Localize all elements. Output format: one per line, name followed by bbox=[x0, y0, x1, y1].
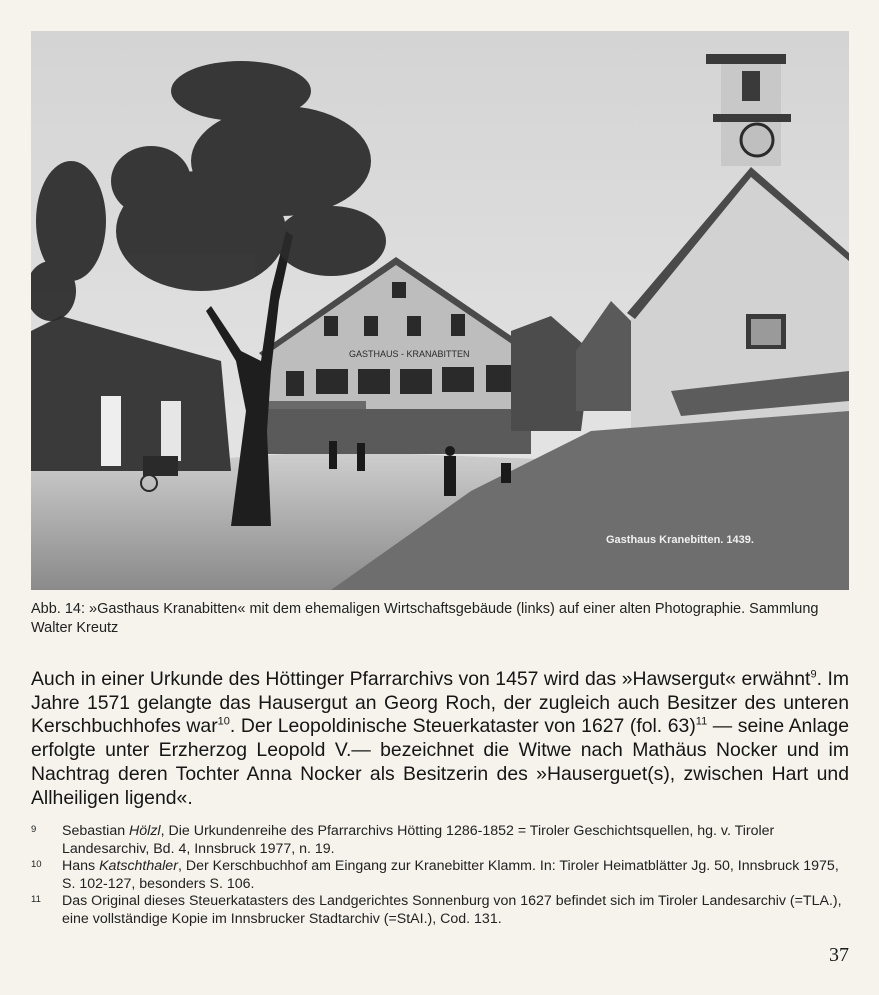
footnote-number: 10 bbox=[31, 859, 42, 871]
body-text-part: — seine Anlage erfolgte unter Erzherzog Leopold V.— bezeichnet die Witwe nach Mathäus Nocker und im Nachtrag deren Tochter Anna Nocker als Besitzerin des »Hauserguet(s), zwischen Hart und Allheiligen ligend«. bbox=[31, 715, 849, 809]
body-paragraph bbox=[31, 668, 849, 810]
footnote-author-last: Katschthaler bbox=[99, 858, 178, 875]
body-text-part: . Im Jahre 1571 gelangte das Hausergut an Georg Roch, der zugleich auch Besitzer des unteren Kerschbuchhofes war bbox=[31, 668, 849, 738]
body-text-part: Auch in einer Urkunde des Höttinger Pfarrarchivs von 1457 wird das »Hawsergut« erwähnt bbox=[31, 668, 811, 690]
footnote-9 bbox=[31, 823, 849, 858]
inn-sign-text: GASTHAUS - KRANABITTEN bbox=[349, 349, 470, 359]
page-number: 37 bbox=[829, 944, 849, 966]
footnote-text: , Der Kerschbuchhof am Eingang zur Kranebitter Klamm. In: Tiroler Heimatblätter Jg. 50, Innsbruck 1975, S. 102-127, besonders S. 106. bbox=[62, 858, 839, 892]
footnote-number: 11 bbox=[31, 894, 41, 906]
footnote-author-first: Hans bbox=[62, 858, 100, 875]
footnote-author-last: Hölzl bbox=[129, 823, 161, 839]
footnote-number: 9 bbox=[31, 824, 37, 835]
footnote-text: , Die Urkundenreihe des Pfarrarchivs Hötting 1286-1852 = Tiroler Geschichtsquellen, hg. v. Tiroler Landesarchiv, Bd. 4, Innsbruck 1977, n. 19. bbox=[62, 823, 775, 857]
figure-caption: Abb. 14: »Gasthaus Kranabitten« mit dem ehemaligen Wirtschaftsgebäude (links) auf einer alten Photographie. Sammlung Walter Kreutz bbox=[31, 601, 819, 636]
footnote-text: Das Original dieses Steuerkatasters des Landgerichtes Sonnenburg von 1627 befindet sich im Tiroler Landesarchiv (=TLA.), eine vollständige Kopie im Innsbrucker Stadtarchiv (=StAI.), Cod. 131. bbox=[62, 893, 842, 927]
footnote-ref-11: 11 bbox=[695, 715, 708, 728]
footnote-ref-9: 9 bbox=[810, 668, 817, 681]
historical-photograph bbox=[31, 31, 849, 590]
photograph-image bbox=[31, 31, 849, 590]
clock-icon bbox=[741, 124, 773, 156]
footnote-ref-10: 10 bbox=[217, 715, 230, 728]
footnotes bbox=[31, 823, 849, 929]
photo-plate-label: Gasthaus Kranebitten. 1439. bbox=[606, 534, 754, 546]
body-text-part: . Der Leopoldinische Steuerkataster von 1627 (fol. 63) bbox=[229, 715, 696, 738]
footnote-10 bbox=[31, 858, 849, 893]
footnote-author-first: Sebastian bbox=[62, 823, 130, 839]
footnote-11 bbox=[31, 893, 849, 928]
